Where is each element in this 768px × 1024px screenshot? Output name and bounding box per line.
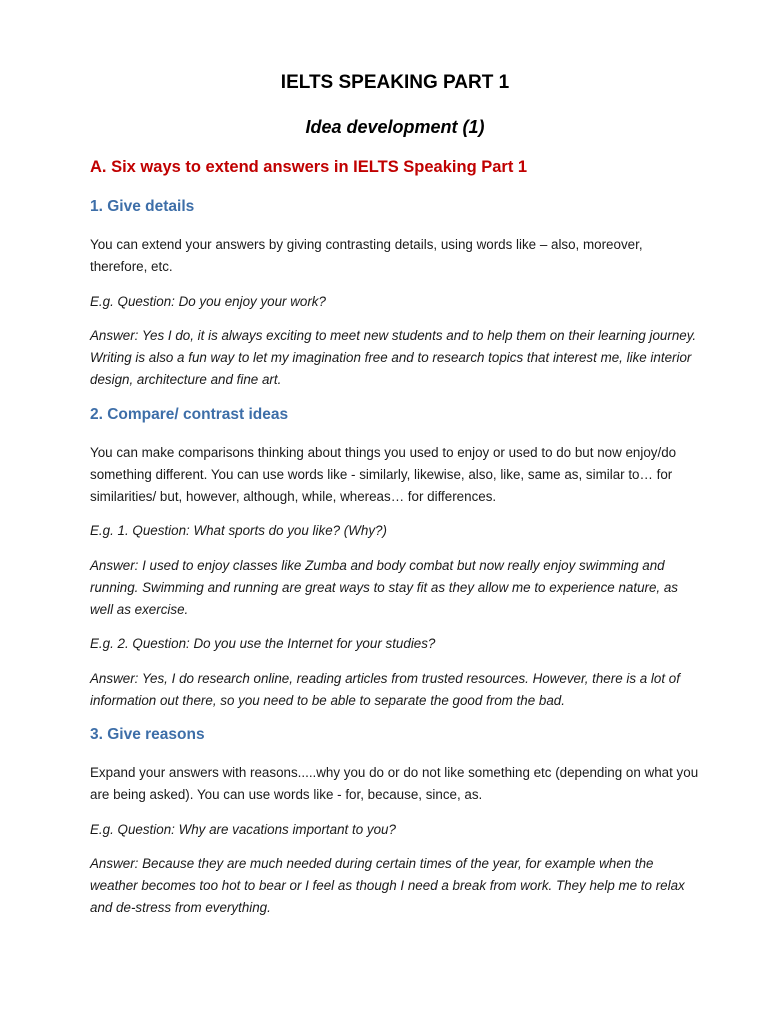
heading-give-reasons: 3. Give reasons: [90, 726, 205, 743]
compare-answer-2: Answer: Yes, I do research online, reading articles from trusted resources. However, there is a lot of information out there, so you need to be able to separate the good from the bad.: [90, 671, 680, 708]
heading-compare-contrast: 2. Compare/ contrast ideas: [90, 406, 289, 423]
compare-answer-1: Answer: I used to enjoy classes like Zumba and body combat but now really enjoy swimming and running. Swimming and running are great ways to stay fit as they allow me to experience nature, as well as exercise.: [90, 558, 679, 617]
section-a-heading: A. Six ways to extend answers in IELTS Speaking Part 1: [90, 158, 528, 176]
compare-contrast-intro: You can make comparisons thinking about things you used to enjoy or used to do but now enjoy/do something different. You can use words like - similarly, likewise, also, like, same as, similar to… for similarities/ but, however, although, while, whereas… for differences.: [90, 445, 677, 504]
give-details-example-question: E.g. Question: Do you enjoy your work?: [90, 294, 326, 309]
heading-give-details: 1. Give details: [90, 198, 195, 215]
give-details-answer: Answer: Yes I do, it is always exciting to meet new students and to help them on their learning journey. Writing is also a fun way to let my imagination free and to research topics that interest me, like interior design, architecture and fine art.: [90, 328, 697, 387]
compare-example-question-1: E.g. 1. Question: What sports do you like? (Why?): [90, 523, 387, 538]
document-title: IELTS SPEAKING PART 1: [280, 72, 510, 93]
give-details-intro: You can extend your answers by giving contrasting details, using words like – also, moreover, therefore, etc.: [90, 237, 643, 274]
compare-example-question-2: E.g. 2. Question: Do you use the Internet for your studies?: [90, 636, 436, 651]
document-subtitle: Idea development (1): [305, 117, 485, 137]
give-reasons-intro: Expand your answers with reasons.....why you do or do not like something etc (depending on what you are being asked). You can use words like - for, because, since, as.: [90, 765, 699, 802]
give-reasons-example-question: E.g. Question: Why are vacations important to you?: [90, 822, 396, 837]
give-reasons-answer: Answer: Because they are much needed during certain times of the year, for example when the weather becomes too hot to bear or I feel as though I need a break from work. They help me to relax and de-stress from everything.: [90, 856, 685, 915]
